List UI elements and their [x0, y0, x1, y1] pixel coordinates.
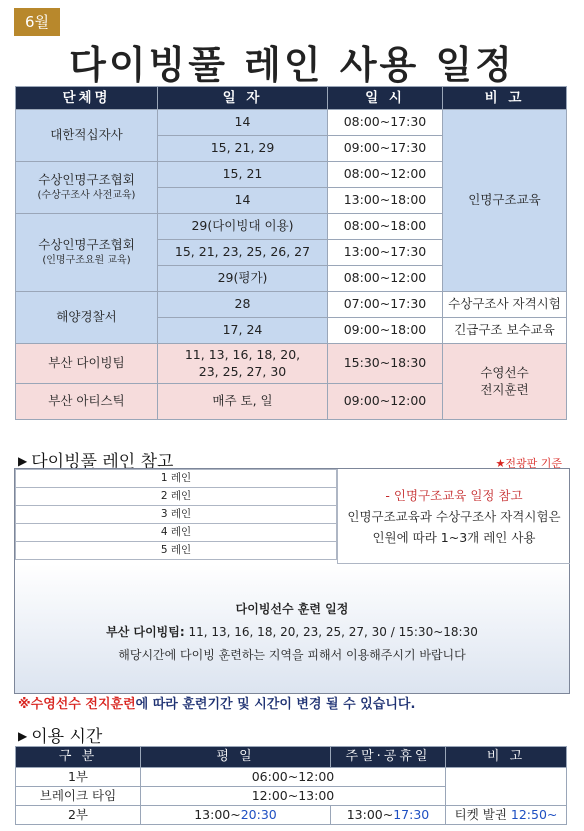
ticket-label: 티켓 발권 — [454, 806, 511, 822]
remark-cell — [443, 344, 567, 420]
remark-line: 수영선수 — [480, 364, 529, 380]
notice-highlight: ※수영선수 전지훈련 — [18, 697, 136, 712]
weekend-time — [331, 806, 446, 825]
remark-line: 전지훈련 — [480, 381, 529, 397]
time-end: 17:30 — [393, 806, 430, 822]
org-cell: 대한적십자사 — [16, 110, 158, 162]
col-header-session: 구 분 — [16, 747, 141, 768]
list-item — [16, 524, 337, 542]
col-header-date: 일 자 — [158, 87, 328, 110]
training-schedule — [15, 623, 569, 640]
col-header-remark: 비 고 — [443, 87, 567, 110]
date-cell: 29(평가) — [158, 266, 328, 292]
date-cell: 매주 토, 일 — [158, 384, 328, 420]
training-dates: 11, 13, 16, 18, 20, 23, 25, 27, 30 / 15:30~18:30 — [184, 625, 478, 639]
org-cell: 해양경찰서 — [16, 292, 158, 344]
col-header-org: 단체명 — [16, 87, 158, 110]
triangle-right-icon: ▶ — [18, 729, 28, 743]
remark-cell: 수상구조사 자격시험 — [443, 292, 567, 318]
org-subtitle: (수상구조사 사전교육) — [37, 190, 136, 202]
ticket-note — [446, 806, 567, 825]
page-title: 다이빙풀 레인 사용 일정 — [69, 43, 515, 87]
date-cell: 14 — [158, 110, 328, 136]
weekday-time — [141, 806, 331, 825]
table-header-row — [16, 87, 567, 110]
date-cell: 15, 21 — [158, 162, 328, 188]
table-row — [16, 344, 567, 384]
training-title: 다이빙선수 훈련 일정 — [235, 602, 349, 616]
session-time: 12:00~13:00 — [141, 787, 446, 806]
lane-label: 4 레인 — [16, 524, 337, 542]
ticket-time: 12:50~ — [510, 806, 558, 822]
diving-training-panel — [15, 564, 569, 693]
hours-section-heading — [18, 722, 102, 747]
list-item — [16, 470, 337, 488]
lane-section-title: 다이빙풀 레인 참고 — [31, 452, 174, 472]
time-cell: 09:00~18:00 — [328, 318, 443, 344]
hours-section-title: 이용 시간 — [31, 727, 103, 747]
usage-hours-table — [15, 746, 567, 825]
org-cell — [16, 214, 158, 292]
session-label: 2부 — [16, 806, 141, 825]
org-cell: 부산 다이빙팀 — [16, 344, 158, 384]
date-cell: 29(다이빙대 이용) — [158, 214, 328, 240]
session-time: 06:00~12:00 — [141, 768, 446, 787]
time-cell: 07:00~17:30 — [328, 292, 443, 318]
list-item — [16, 506, 337, 524]
time-cell: 08:00~12:00 — [328, 266, 443, 292]
lane-note-line: 인원에 따라 1~3개 레인 사용 — [372, 530, 536, 545]
table-row — [16, 768, 567, 787]
remark-cell — [446, 768, 567, 806]
date-line: 23, 25, 27, 30 — [198, 363, 287, 379]
table-header-row — [16, 747, 567, 768]
triangle-right-icon: ▶ — [18, 454, 28, 468]
time-cell: 08:00~12:00 — [328, 162, 443, 188]
table-row — [16, 110, 567, 136]
session-label: 브레이크 타임 — [16, 787, 141, 806]
training-description: 해당시간에 다이빙 훈련하는 지역을 피해서 이용해주시기 바랍니다 — [118, 648, 466, 662]
training-team-label: 부산 다이빙팀: — [106, 625, 185, 639]
lane-note-line: 인명구조교육과 수상구조사 자격시험은 — [347, 509, 561, 524]
remark-cell: 긴급구조 보수교육 — [443, 318, 567, 344]
remark-cell: 인명구조교육 — [443, 110, 567, 292]
list-item — [16, 488, 337, 506]
time-cell: 09:00~12:00 — [328, 384, 443, 420]
time-cell: 08:00~17:30 — [328, 110, 443, 136]
org-name: 수상인명구조협회 — [38, 237, 135, 253]
session-label: 1부 — [16, 768, 141, 787]
scoreboard-note: ★전광판 기준 — [495, 457, 562, 470]
lane-note — [337, 469, 570, 564]
date-cell: 15, 21, 29 — [158, 136, 328, 162]
org-cell: 부산 아티스틱 — [16, 384, 158, 420]
org-subtitle: (인명구조요원 교육) — [42, 255, 131, 267]
col-header-time: 일 시 — [328, 87, 443, 110]
table-row — [16, 292, 567, 318]
lane-label: 3 레인 — [16, 506, 337, 524]
lane-schedule-table — [15, 86, 567, 420]
time-cell: 09:00~17:30 — [328, 136, 443, 162]
org-name: 수상인명구조협회 — [38, 172, 135, 188]
schedule-change-notice — [18, 693, 415, 712]
date-cell — [158, 344, 328, 384]
time-cell: 08:00~18:00 — [328, 214, 443, 240]
lane-reference-box — [14, 468, 570, 694]
date-line: 11, 13, 16, 18, 20, — [184, 346, 301, 362]
time-cell: 13:00~18:00 — [328, 188, 443, 214]
lane-note-heading: - 인명구조교육 일정 참고 — [385, 488, 523, 503]
lane-list — [15, 469, 337, 560]
time-cell: 15:30~18:30 — [328, 344, 443, 384]
col-header-weekday: 평 일 — [141, 747, 331, 768]
list-item — [16, 542, 337, 560]
month-badge: 6월 — [14, 8, 60, 36]
lane-label: 2 레인 — [16, 488, 337, 506]
lane-label: 1 레인 — [16, 470, 337, 488]
org-cell — [16, 162, 158, 214]
lane-label: 5 레인 — [16, 542, 337, 560]
col-header-remark: 비 고 — [446, 747, 567, 768]
date-cell: 15, 21, 23, 25, 26, 27 — [158, 240, 328, 266]
date-cell: 17, 24 — [158, 318, 328, 344]
date-cell: 14 — [158, 188, 328, 214]
time-end: 20:30 — [240, 806, 277, 822]
time-cell: 13:00~17:30 — [328, 240, 443, 266]
col-header-weekend: 주말·공휴일 — [331, 747, 446, 768]
notice-text: 에 따라 훈련기간 및 시간이 변경 될 수 있습니다. — [135, 697, 416, 712]
table-row — [16, 806, 567, 825]
time-start: 13:00~ — [346, 806, 394, 822]
time-start: 13:00~ — [194, 806, 241, 822]
date-cell: 28 — [158, 292, 328, 318]
